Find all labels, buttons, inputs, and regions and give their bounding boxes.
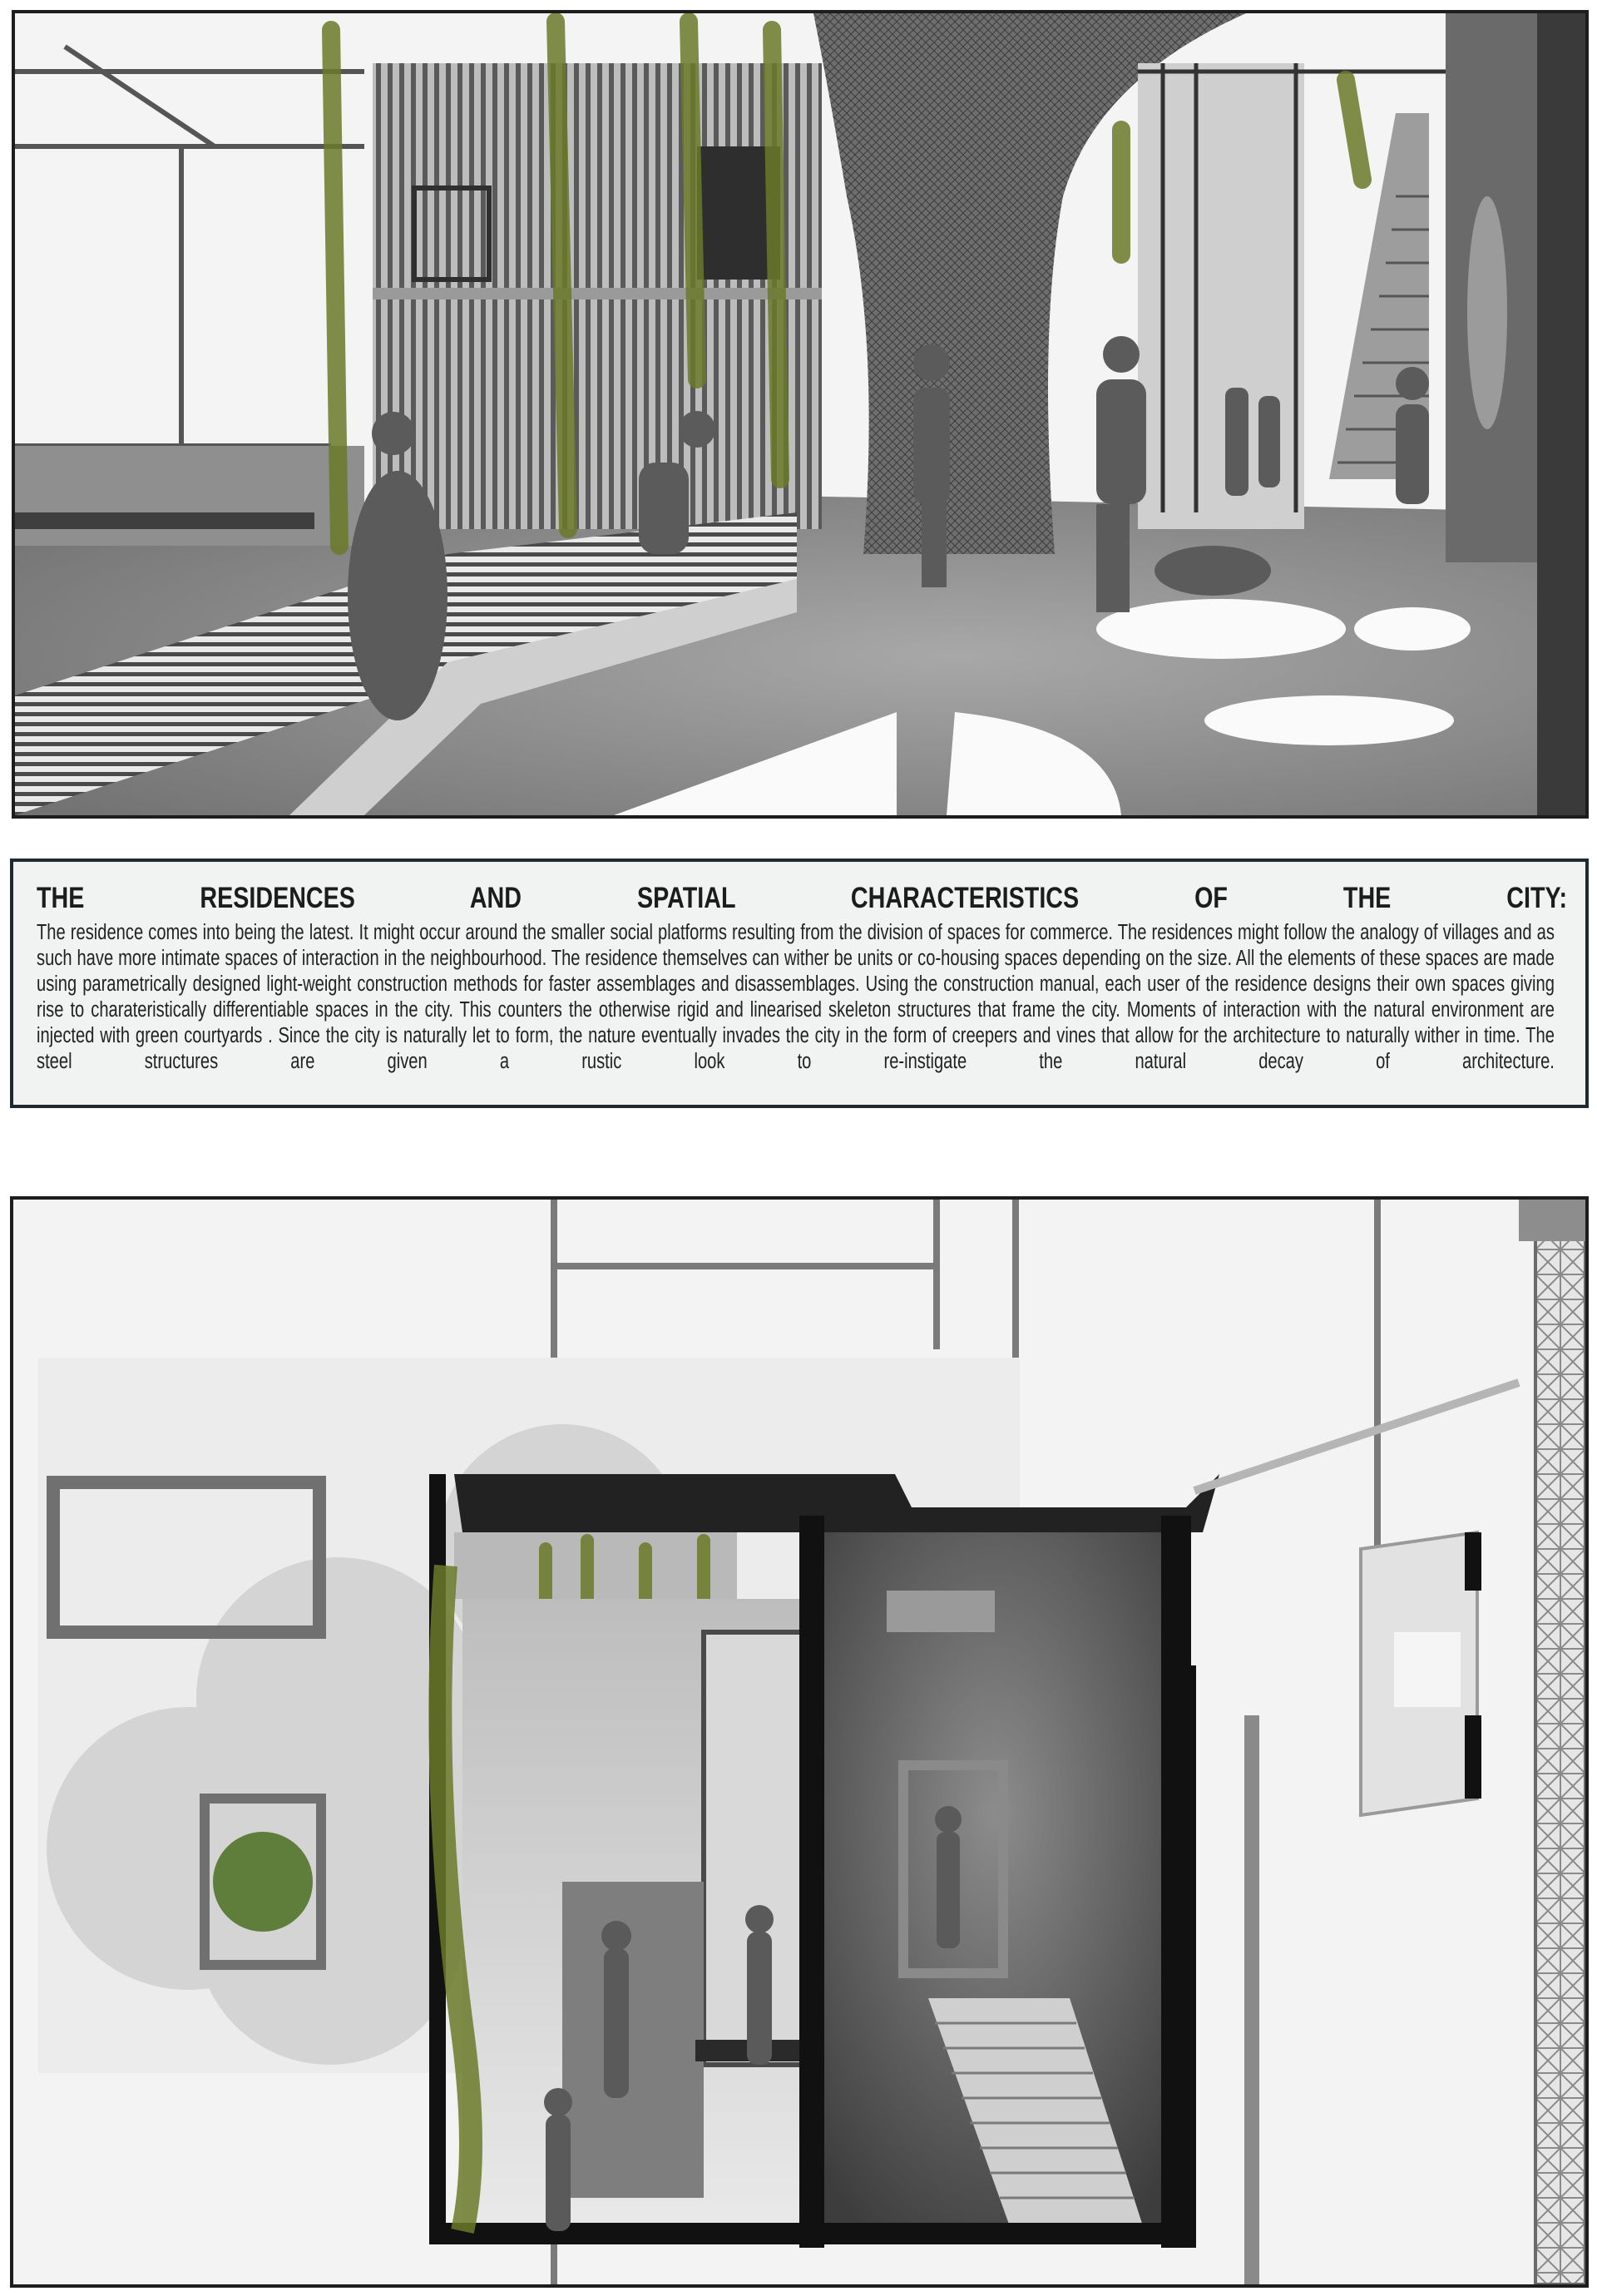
planter-tree bbox=[213, 1832, 313, 1932]
section-heading: THE RESIDENCES AND SPATIAL CHARACTERISTICS OF THE CITY: bbox=[37, 882, 1568, 914]
residence-section-render bbox=[10, 1196, 1589, 2288]
courtyard-perspective-render bbox=[12, 10, 1589, 819]
residence-section-drawing bbox=[13, 1200, 1585, 2284]
thin-post bbox=[1244, 1715, 1259, 2284]
left-platform bbox=[15, 446, 364, 546]
courtyard-perspective-drawing bbox=[15, 13, 1585, 815]
lattice-tower bbox=[1535, 1233, 1585, 2284]
description-panel bbox=[10, 859, 1589, 1108]
section-body-text: The residence comes into being the latest. It might occur around the smaller social platforms resulting from the division of spaces for commerce. The residences might follow the analogy of villages and as such have more intimate spaces of interaction in the neighbourhood. The residence themselves can wither be units or co-housing spaces depending on the size. All the elements of these spaces are made using parametrically designed light-weight construction methods for faster assemblages and disassemblages. Using the construction manual, each user of the residence designs their own spaces giving rise to charateristically differentiable spaces in the city. This counters the otherwise rigid and linearised skeleton structures that frame the city. Moments of interaction with the natural environment are injected with green courtyards . Since the city is naturally let to form, the nature eventually invades the city in the form of creepers and vines that allow for the architecture to naturally wither in time. The steel structures are given a rustic look to re-instigate the natural decay of architecture. bbox=[37, 921, 1555, 1073]
pergola-roof bbox=[454, 1532, 737, 1599]
